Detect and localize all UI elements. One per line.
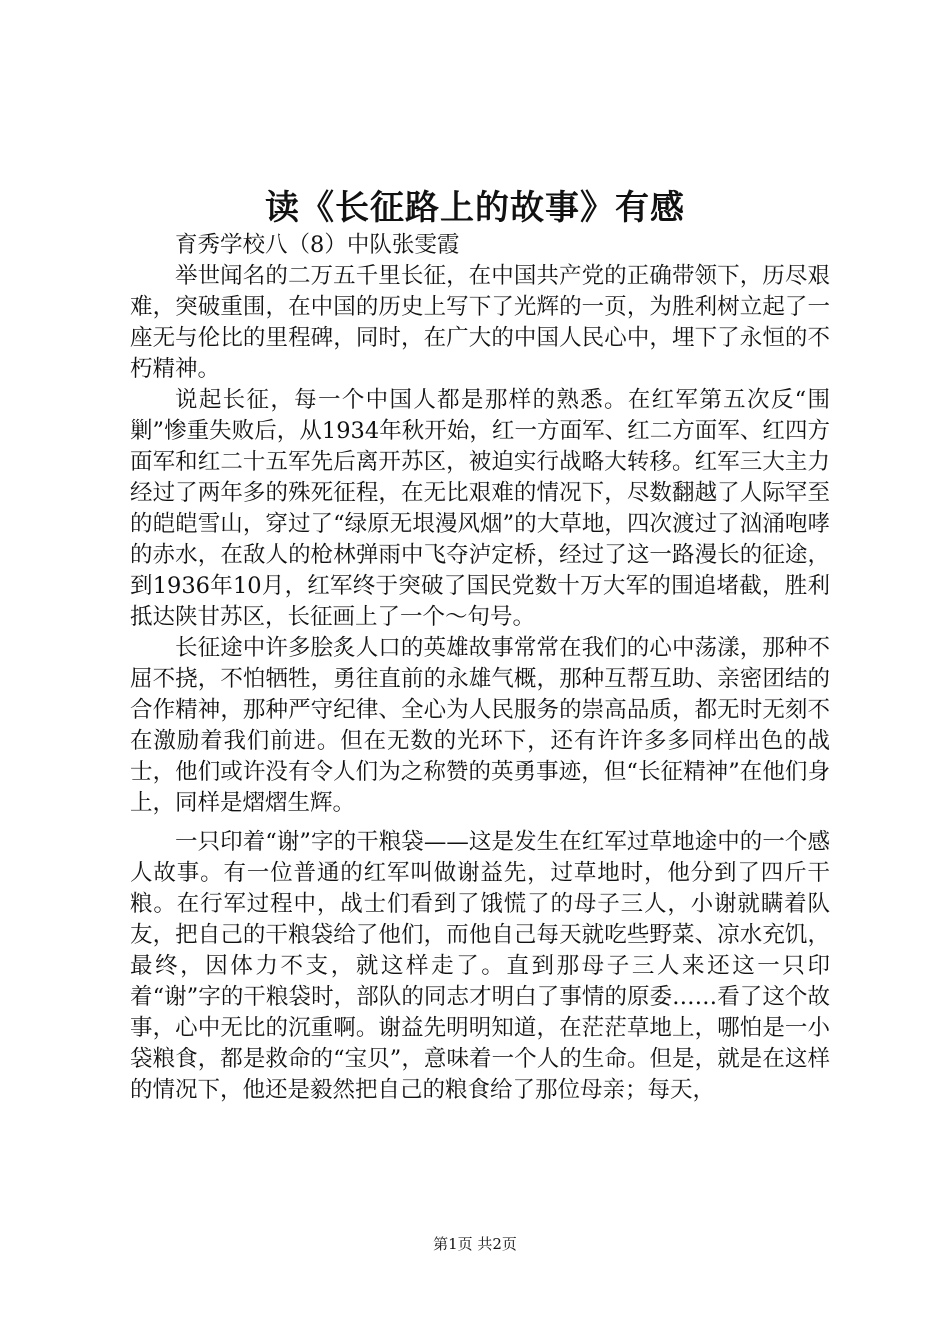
document-title: 读《长征路上的故事》有感 xyxy=(265,188,685,228)
paragraph-4: 一只印着“谢”字的干粮袋——这是发生在红军过草地途中的一个感人故事。有一位普通的红军叫做谢益先，过草地时，他分到了四斤干粮。在行军过程中，战士们看到了饿慌了的母子三人，小谢就瞒着队友，把自己的干粮袋给了他们，而他自己每天就吃些野菜、凉水充饥，最终，因体力不支，就这样走了。直到那母子三人来还这一只印着“谢”字的干粮袋时，部队的同志才明白了事情的原委……看了这个故事，心中无比的沉重啊。谢益先明明知道，在茫茫草地上，哪怕是一小袋粮食，都是救命的“宝贝”，意味着一个人的生命。但是，就是在这样的情况下，他还是毅然把自己的粮食给了那位母亲；每天， xyxy=(130,829,830,1103)
paragraph-1: 举世闻名的二万五千里长征，在中国共产党的正确带领下，历尽艰难，突破重围，在中国的历史上写下了光辉的一页，为胜利树立起了一座无与伦比的里程碑，同时，在广大的中国人民心中，埋下了永恒的不朽精神。 xyxy=(130,263,830,382)
paragraph-2: 说起长征，每一个中国人都是那样的熟悉。在红军第五次反“围剿”惨重失败后，从1934年秋开始，红一方面军、红二方面军、红四方面军和红二十五军先后离开苏区，被迫实行战略大转移。红军三大主力经过了两年多的殊死征程，在无比艰难的情况下，尽数翻越了人际罕至的皑皑雪山，穿过了“绿原无垠漫风烟”的大草地，四次渡过了汹涌咆哮的赤水，在敌人的枪林弹雨中飞夺泸定桥，经过了这一路漫长的征途，到1936年10月，红军终于突破了国民党数十万大军的围追堵截，胜利抵达陕甘苏区，长征画上了一个～句号。 xyxy=(130,387,830,630)
page-number-footer: 第1页 共2页 xyxy=(433,1235,517,1253)
author-line: 育秀学校八（8）中队张雯霞 xyxy=(175,232,460,258)
paragraph-3: 长征途中许多脍炙人口的英雄故事常常在我们的心中荡漾，那种不屈不挠，不怕牺牲，勇往直前的永雄气概，那种互帮互助、亲密团结的合作精神，那种严守纪律、全心为人民服务的崇高品质，都无时无刻不在激励着我们前进。但在无数的光环下，还有许许多多同样出色的战士，他们或许没有令人们为之称赞的英勇事迹，但“长征精神”在他们身上，同样是熠熠生辉。 xyxy=(130,635,830,816)
document-body xyxy=(130,230,830,1106)
